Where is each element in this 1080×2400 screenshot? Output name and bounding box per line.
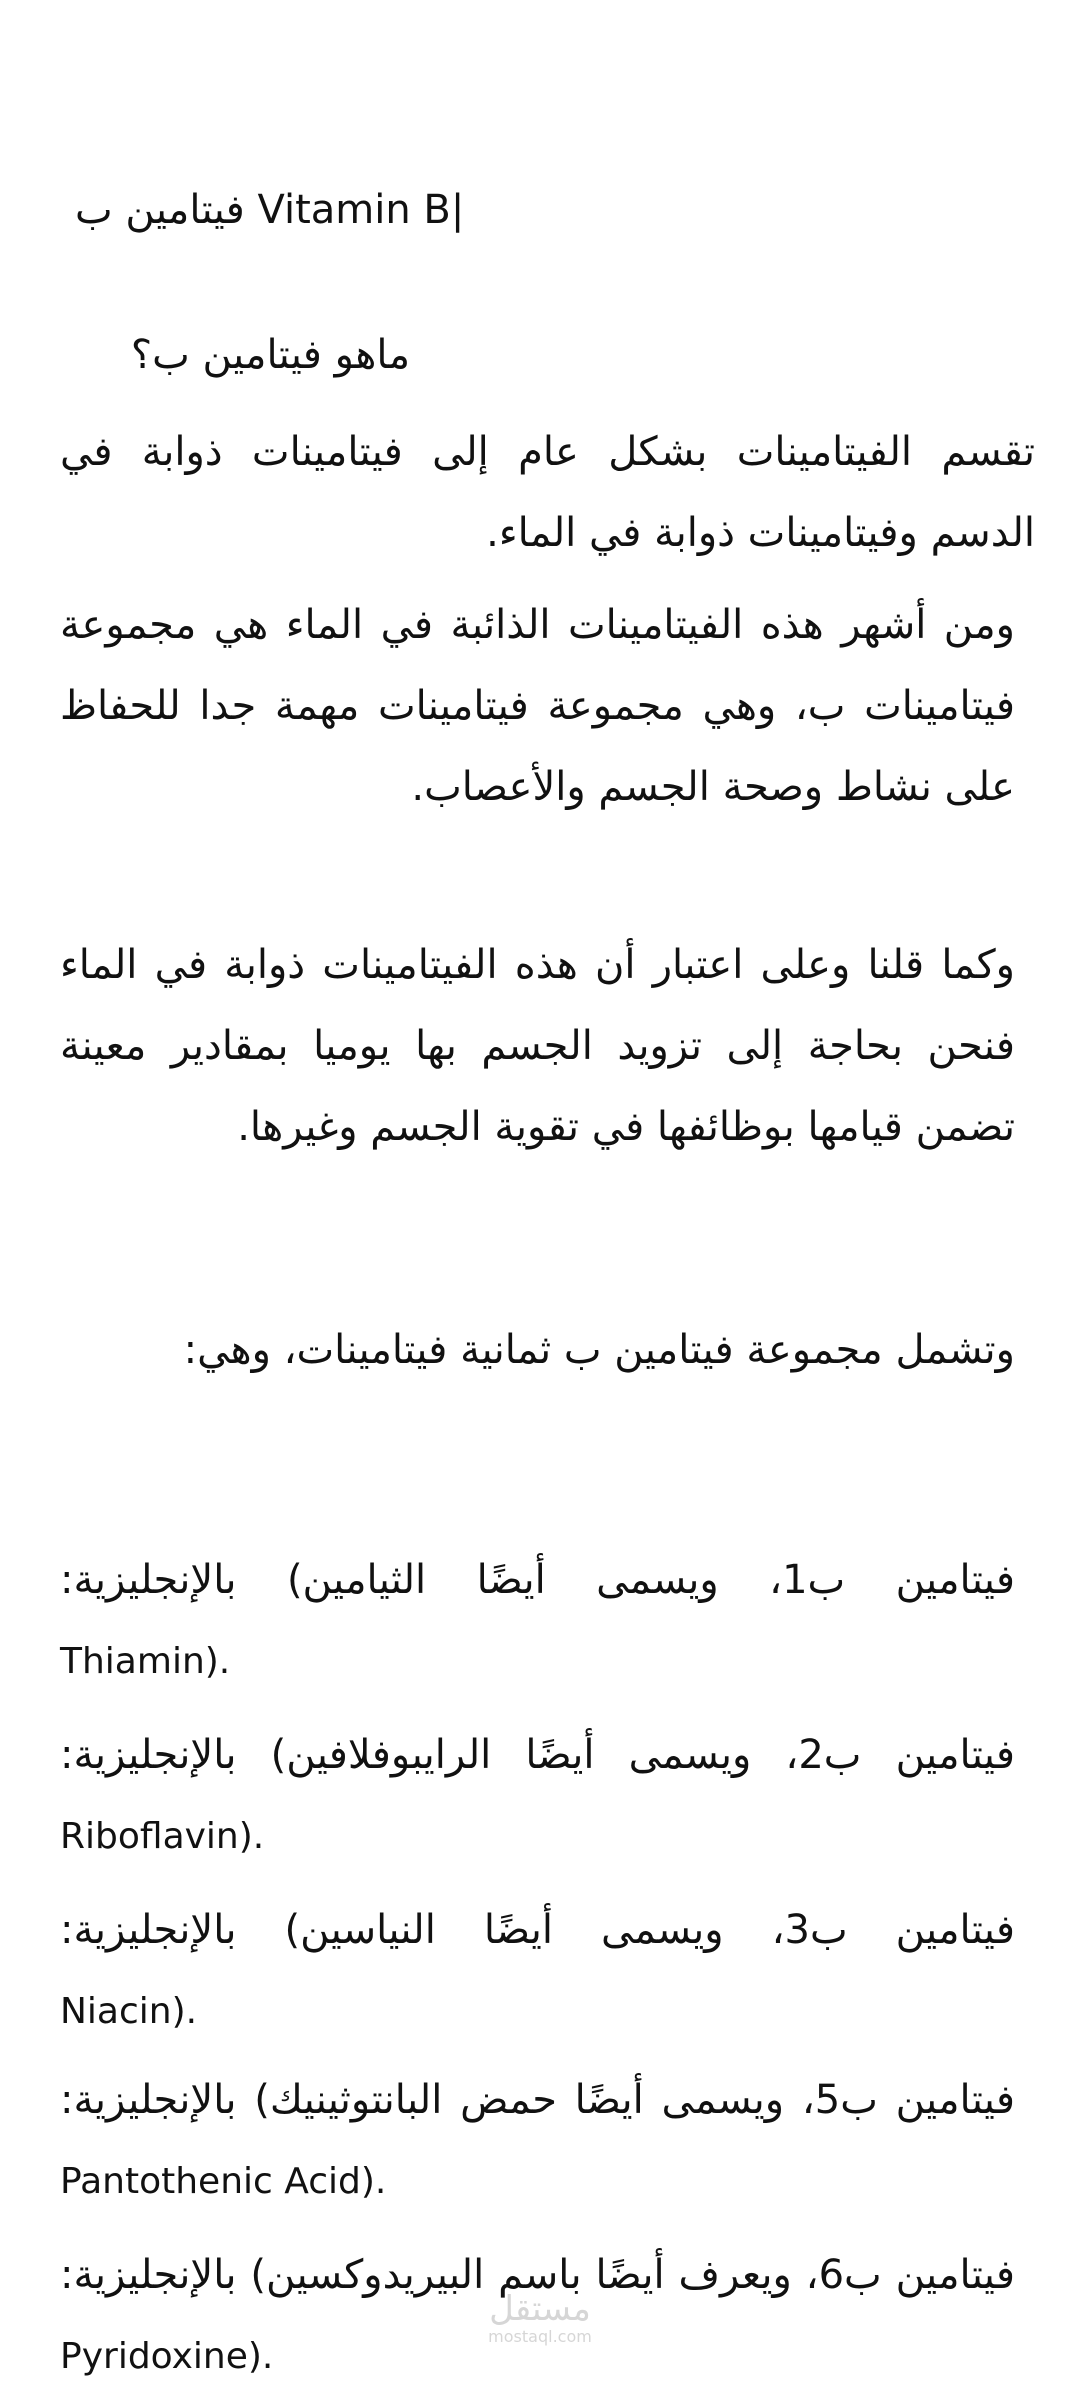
list-item [60,2060,1015,2222]
watermark-latin: mostaql.com [488,2327,592,2346]
vitamin-arabic-text: فيتامين ب6، ويعرف أيضًا باسم البيريدوكسين) بالإنجليزية: [60,2252,1015,2298]
list-item [60,1890,1015,2052]
list-item [60,1540,1015,1702]
vitamin-english-name: Riboflavin). [60,1816,265,1857]
vitamin-english-name: Niacin). [60,1991,198,2032]
paragraph-intro: تقسم الفيتامينات بشكل عام إلى فيتامينات ذوابة في الدسم وفيتامينات ذوابة في الماء. [60,429,1035,556]
vitamin-english-name: Thiamin). [60,1641,231,1682]
vitamin-arabic-text: فيتامين ب1، ويسمى أيضًا الثيامين) بالإنجليزية: [60,1557,1015,1603]
paragraph-group-members: وتشمل مجموعة فيتامين ب ثمانية فيتامينات، وهي: [183,1327,1015,1373]
vitamin-english-name: Pyridoxine). [60,2336,274,2377]
vitamin-english-name: Pantothenic Acid). [60,2161,387,2202]
paragraph-daily-intake: وكما قلنا وعلى اعتبار أن هذه الفيتامينات ذوابة في الماء فنحن بحاجة إلى تزويد الجسم بها يوميا بمقادير معينة تضمن قيامها بوظائفها في تقوية الجسم وغيرها. [60,942,1015,1150]
vitamin-arabic-text: فيتامين ب5، ويسمى أيضًا حمض البانتوثينيك) بالإنجليزية: [60,2077,1016,2123]
watermark-logo [470,2290,610,2346]
list-item [60,1715,1015,1877]
section-question: ماهو فيتامين ب؟ [130,332,410,378]
watermark-arabic: مستقل [489,2289,591,2329]
paragraph-water-soluble: ومن أشهر هذه الفيتامينات الذائبة في الماء هي مجموعة فيتامينات ب، وهي مجموعة فيتامينات مهمة جدا للحفاظ على نشاط وصحة الجسم والأعصاب. [60,602,1015,810]
vitamin-arabic-text: فيتامين ب3، ويسمى أيضًا النياسين) بالإنجليزية: [60,1907,1016,1953]
article-title: فيتامين ب Vitamin B| [75,187,465,233]
vitamin-arabic-text: فيتامين ب2، ويسمى أيضًا الرايبوفلافين) بالإنجليزية: [60,1732,1015,1778]
